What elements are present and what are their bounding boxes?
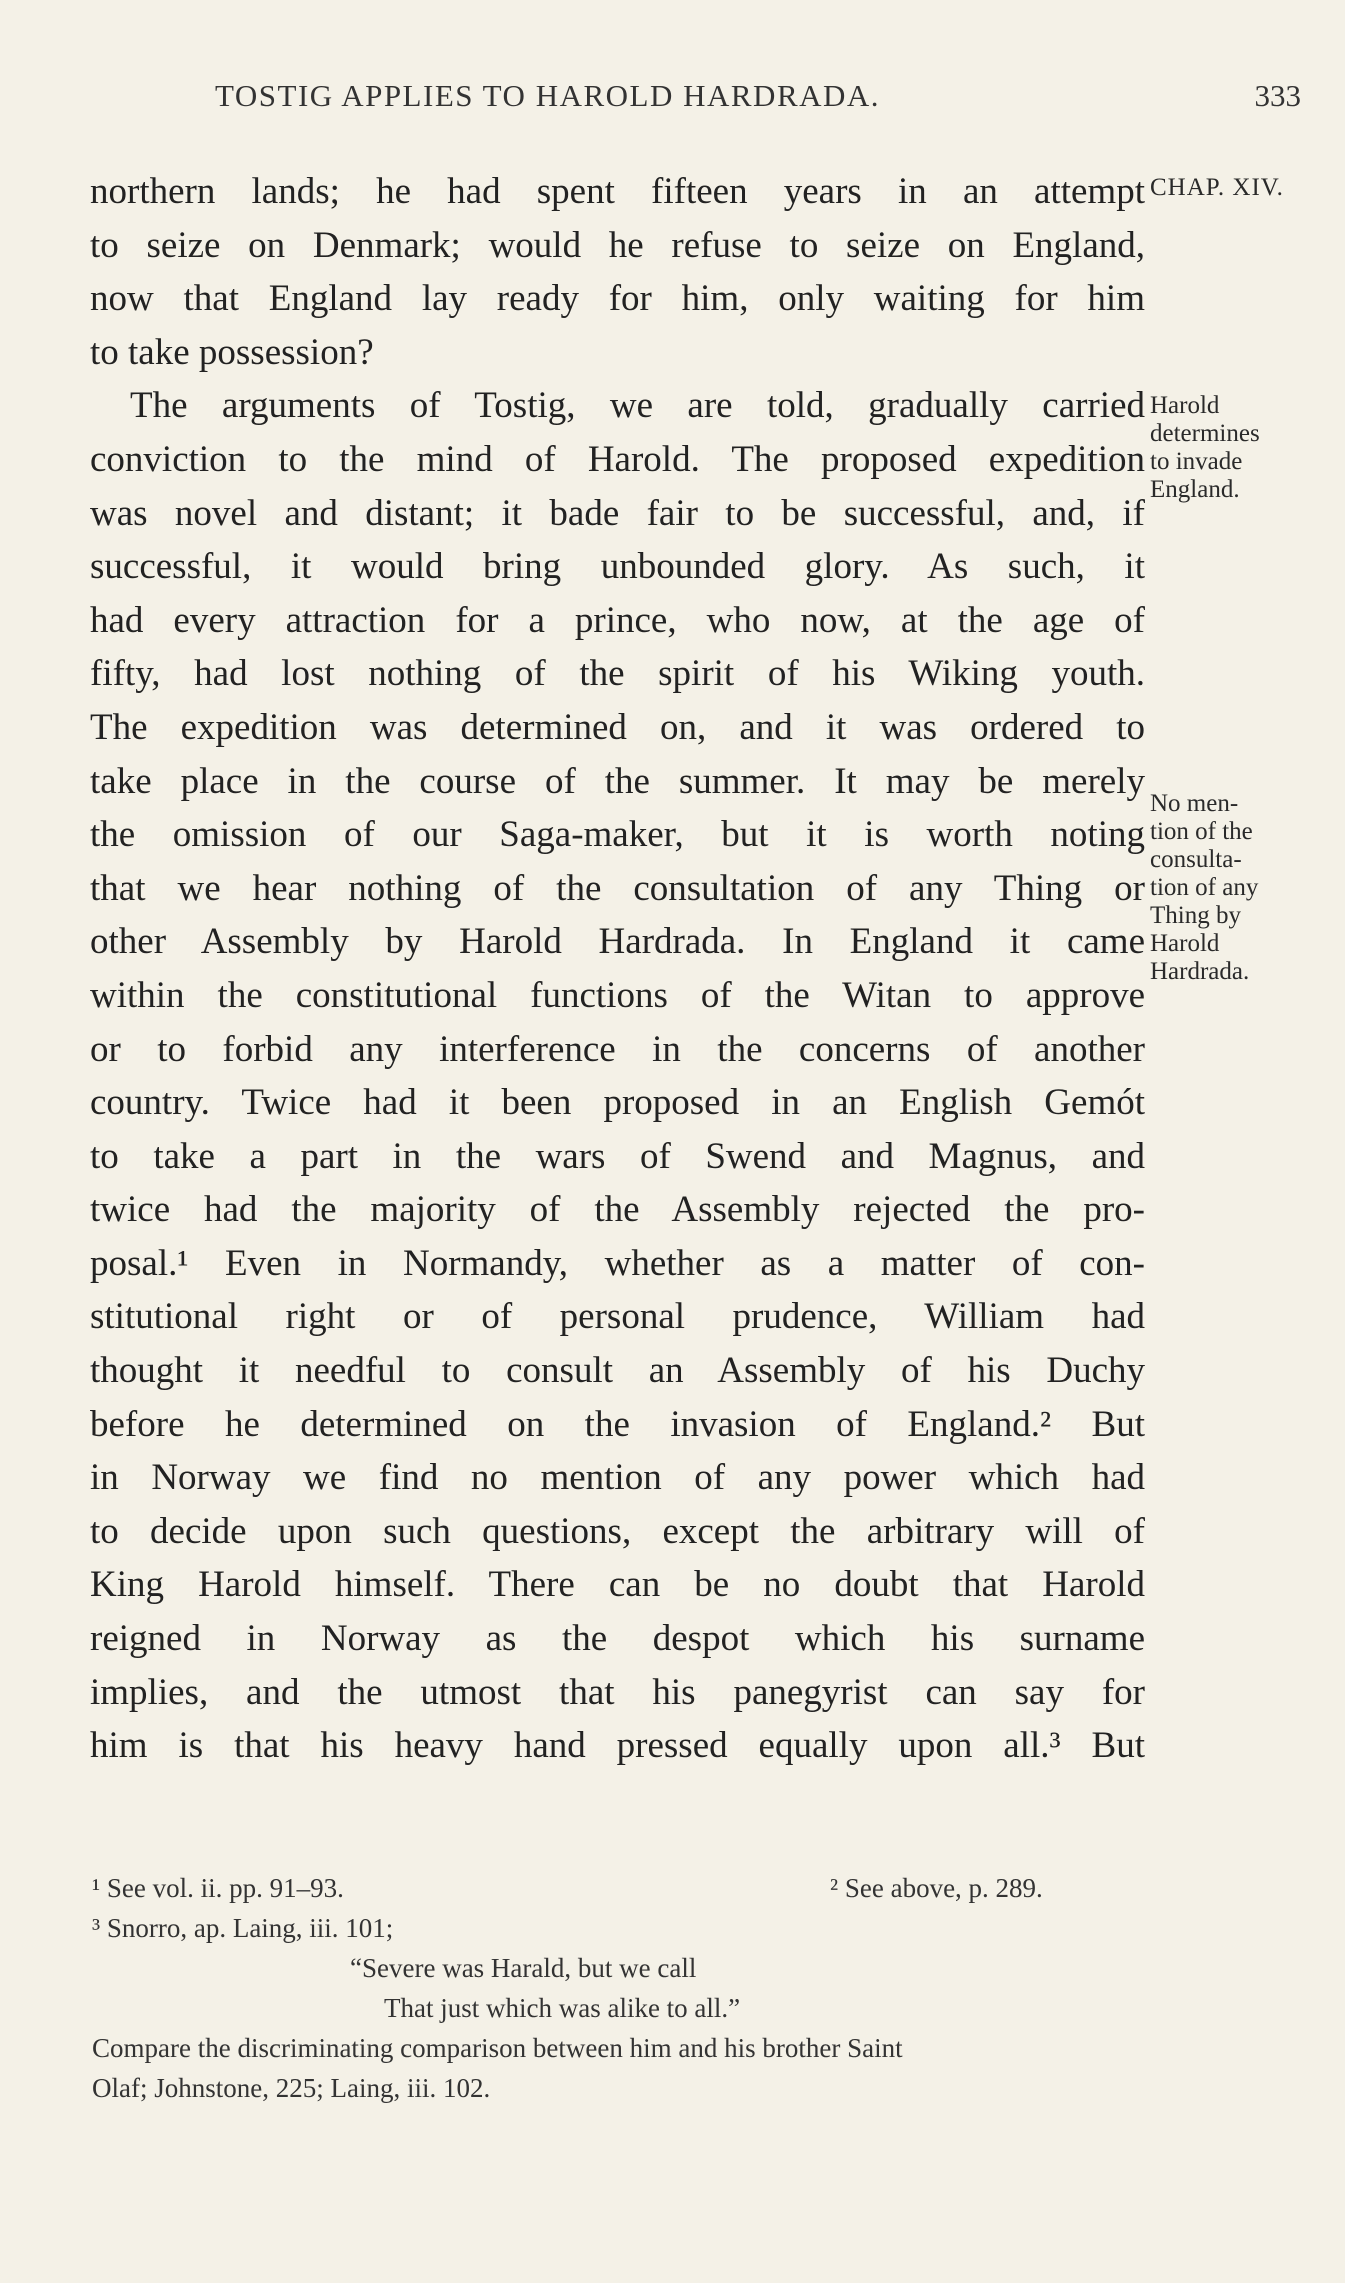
running-title: TOSTIG APPLIES TO HAROLD HARDRADA. xyxy=(215,78,881,113)
body-line: that we hear nothing of the consultation of any Thing or xyxy=(90,867,1145,909)
body-line: to decide upon such questions, except the arbitrary will of xyxy=(90,1510,1145,1552)
body-line: other Assembly by Harold Hardrada. In England it came xyxy=(90,921,1145,963)
body-line: thought it needful to consult an Assembly of his Duchy xyxy=(90,1350,1145,1392)
margin-note-line: Hardrada. xyxy=(1150,958,1250,985)
body-line: implies, and the utmost that his panegyrist can say for xyxy=(90,1671,1145,1713)
footnote-compare-line: Olaf; Johnstone, 225; Laing, iii. 102. xyxy=(92,2073,491,2103)
margin-note-line: Harold xyxy=(1150,930,1220,957)
body-line: now that England lay ready for him, only waiting for him xyxy=(90,278,1145,320)
body-line: stitutional right or of personal prudence, William had xyxy=(90,1296,1145,1338)
body-line: had every attraction for a prince, who now, at the age of xyxy=(90,599,1145,641)
body-line: him is that his heavy hand pressed equally upon all.³ But xyxy=(90,1725,1145,1767)
body-line: or to forbid any interference in the concerns of another xyxy=(90,1028,1145,1070)
page-number: 333 xyxy=(1254,78,1301,113)
body-line: to take possession? xyxy=(90,331,374,373)
margin-note-line: England. xyxy=(1150,476,1240,503)
footnote-row xyxy=(92,1868,1147,1908)
chapter-margin-note xyxy=(1150,174,1284,202)
margin-note-no-mention xyxy=(1150,790,1258,986)
body-line: reigned in Norway as the despot which his surname xyxy=(90,1618,1145,1660)
body-line: in Norway we find no mention of any power which had xyxy=(90,1457,1145,1499)
footnote-verse-line: That just which was alike to all.” xyxy=(384,1993,741,2023)
margin-note-line: to invade xyxy=(1150,448,1243,475)
body-line: before he determined on the invasion of England.² But xyxy=(90,1403,1145,1445)
margin-note-line: consulta- xyxy=(1150,846,1242,873)
body-line: King Harold himself. There can be no doubt that Harold xyxy=(90,1564,1145,1606)
footnote-3: ³ Snorro, ap. Laing, iii. 101; xyxy=(92,1913,394,1943)
margin-note-line: tion of the xyxy=(1150,818,1253,845)
body-line: The expedition was determined on, and it was ordered to xyxy=(90,706,1145,748)
body-line: twice had the majority of the Assembly rejected the pro- xyxy=(90,1189,1145,1231)
body-line: posal.¹ Even in Normandy, whether as a matter of con- xyxy=(90,1242,1145,1284)
body-line: take place in the course of the summer. It may be merely xyxy=(90,760,1145,802)
body-line: conviction to the mind of Harold. The proposed expedition xyxy=(90,438,1145,480)
body-line: to take a part in the wars of Swend and Magnus, and xyxy=(90,1135,1145,1177)
margin-note-line: tion of any xyxy=(1150,874,1259,901)
body-line: to seize on Denmark; would he refuse to seize on England, xyxy=(90,224,1145,266)
margin-note-harold-determines xyxy=(1150,392,1260,504)
body-line: northern lands; he had spent fifteen years in an attempt xyxy=(90,171,1145,212)
body-line: was novel and distant; it bade fair to be successful, and, if xyxy=(90,492,1145,534)
body-line: the omission of our Saga-maker, but it is worth noting xyxy=(90,814,1145,856)
footnote-2: ² See above, p. 289. xyxy=(830,1873,1043,1903)
body-line: country. Twice had it been proposed in an English Gemót xyxy=(90,1082,1145,1124)
margin-note-line: Thing by xyxy=(1150,902,1241,929)
body-line: within the constitutional functions of the Witan to approve xyxy=(90,974,1145,1016)
footnote-verse-line: “Severe was Harald, but we call xyxy=(350,1953,697,1983)
body-line: successful, it would bring unbounded glory. As such, it xyxy=(90,546,1145,588)
footnotes xyxy=(92,1868,1147,2108)
footnote-1: ¹ See vol. ii. pp. 91–93. xyxy=(92,1873,344,1903)
chapter-label: CHAP. XIV. xyxy=(1150,174,1284,201)
margin-note-line: Harold xyxy=(1150,392,1220,419)
body-line: The arguments of Tostig, we are told, gradually carried xyxy=(130,385,1145,427)
footnote-compare-line: Compare the discriminating comparison between him and his brother Saint xyxy=(92,2033,903,2063)
body-text xyxy=(90,165,1145,1773)
margin-note-line: No men- xyxy=(1150,790,1239,817)
margin-note-line: determines xyxy=(1150,420,1260,447)
body-line: fifty, had lost nothing of the spirit of his Wiking youth. xyxy=(90,653,1145,695)
